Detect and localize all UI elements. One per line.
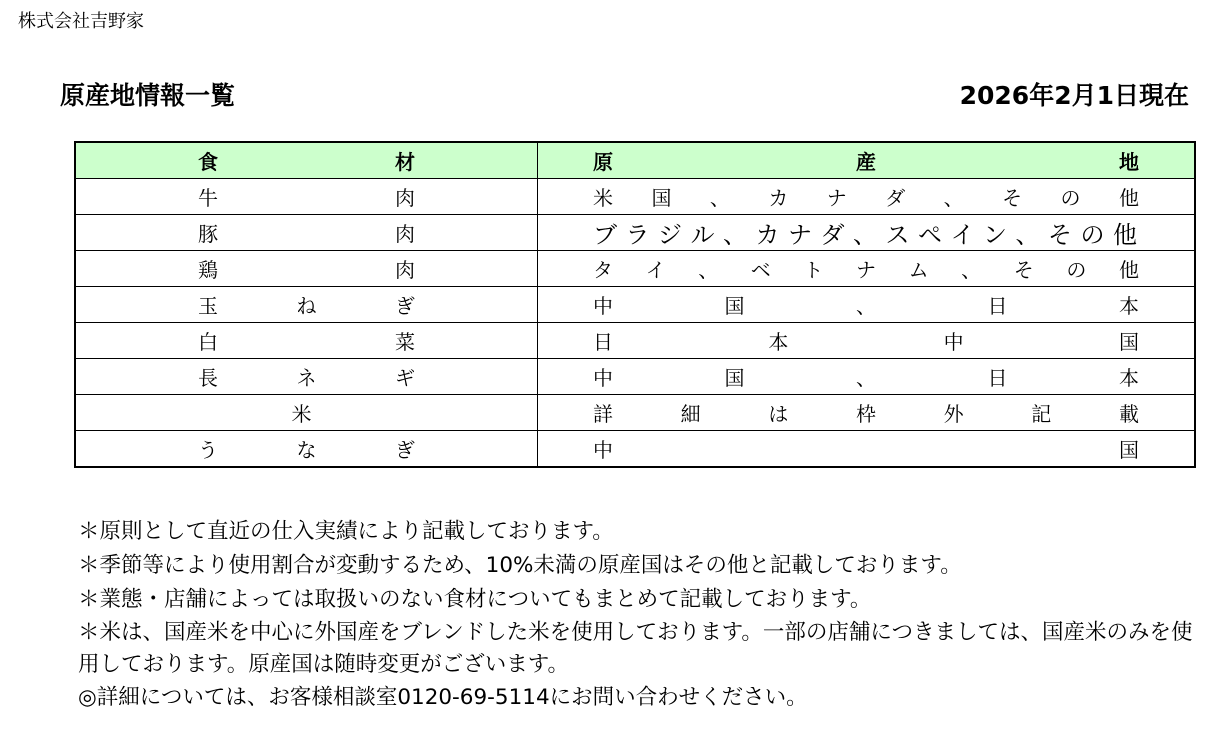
table-row [75, 215, 1195, 251]
origin-char: 枠 [855, 402, 876, 426]
ingredient-cell [75, 251, 538, 287]
ingredient-cell [75, 431, 538, 468]
origin-char: の [1060, 186, 1081, 210]
origin-char: の [1080, 221, 1107, 249]
origin-char: 日 [987, 366, 1008, 390]
ingredient-char: ネ [296, 366, 317, 390]
origin-char: は [768, 402, 789, 426]
note-2: ＊季節等により使用割合が変動するため、10%未満の原産国はその他と記載しております。 [78, 553, 962, 578]
as-of-date: 2026年2月1日現在 [959, 81, 1189, 110]
origin-char: 他 [1118, 258, 1139, 282]
ingredient-char: 肉 [395, 186, 415, 210]
header-ingredient-char: 材 [395, 150, 415, 174]
origin-char: ル [690, 221, 717, 249]
origin-cell [538, 179, 1196, 215]
origin-char: の [1066, 258, 1087, 282]
origin-char: ダ [885, 186, 906, 210]
origin-char: 、 [853, 221, 879, 249]
origin-char: ナ [826, 186, 847, 210]
origin-char: 本 [1119, 366, 1139, 390]
table-row [75, 431, 1195, 468]
origin-char: カ [768, 186, 789, 210]
table-row [75, 359, 1195, 395]
ingredient-char: 玉 [198, 294, 218, 318]
origin-char: 日 [593, 330, 613, 354]
origin-char: 、 [856, 366, 876, 390]
origin-char: 米 [593, 186, 613, 210]
ingredient-cell [75, 323, 538, 359]
origin-char: 、 [856, 294, 876, 318]
notes [78, 515, 1198, 715]
ingredient-char: 牛 [198, 186, 218, 210]
note-1: ＊原則として直近の仕入実績により記載しております。 [78, 519, 614, 544]
ingredient-char: ね [296, 294, 317, 318]
page-title: 原産地情報一覧 [60, 81, 236, 110]
origin-char: 国 [1118, 330, 1139, 354]
origin-char: ラ [625, 221, 652, 249]
note-4: ＊米は、国産米を中心に外国産をブレンドした米を使用しております。一部の店舗につきましては、国産米のみを使用しております。原産国は随時変更がございます。 [78, 620, 1193, 677]
origin-char: ナ [855, 258, 876, 282]
origin-table [74, 141, 1196, 468]
origin-char: イ [645, 258, 666, 282]
origin-cell [538, 359, 1196, 395]
header-origin [538, 142, 1196, 179]
origin-char: そ [1002, 186, 1023, 210]
origin-char: ス [885, 221, 912, 249]
origin-char: 本 [768, 330, 789, 354]
origin-cell [538, 323, 1196, 359]
ingredient-cell [75, 179, 538, 215]
table-row [75, 395, 1195, 431]
origin-char: ペ [918, 221, 944, 249]
origin-char: 外 [943, 402, 964, 426]
origin-cell [538, 395, 1196, 431]
origin-char: ベ [750, 258, 771, 282]
table-row [75, 323, 1195, 359]
origin-char: 国 [724, 294, 745, 318]
note-3: ＊業態・店舗によっては取扱いのない食材についてもまとめて記載しております。 [78, 587, 872, 612]
origin-char: ナ [788, 221, 814, 249]
origin-char: ト [803, 258, 824, 282]
origin-char: 中 [593, 294, 613, 318]
origin-char: そ [1048, 221, 1074, 249]
ingredient-cell [75, 359, 538, 395]
table-row [75, 287, 1195, 323]
ingredient-char: ぎ [395, 294, 415, 318]
ingredient-char: 白 [198, 330, 218, 354]
origin-char: 国 [651, 186, 672, 210]
table-header-row [75, 142, 1195, 179]
origin-char: 他 [1113, 221, 1139, 249]
header-ingredient-char: 食 [198, 150, 218, 174]
ingredient-char: ギ [395, 366, 415, 390]
origin-char: ブ [593, 221, 619, 249]
origin-char: 細 [680, 402, 701, 426]
origin-char: タ [593, 258, 613, 282]
ingredient-char: な [296, 438, 317, 462]
origin-char: 中 [593, 366, 613, 390]
ingredient-cell [75, 215, 538, 251]
origin-char: 、 [961, 258, 982, 282]
origin-char: 、 [943, 186, 964, 210]
ingredient-char: 豚 [198, 222, 218, 246]
origin-char: 詳 [593, 402, 613, 426]
header-origin-char: 原 [593, 150, 613, 174]
origin-char: ン [983, 221, 1009, 249]
ingredient-char: 鶏 [198, 258, 218, 282]
ingredient-char: 菜 [395, 330, 415, 354]
origin-char: 国 [1119, 438, 1139, 462]
origin-cell [538, 215, 1196, 251]
origin-char: 日 [987, 294, 1008, 318]
origin-char: そ [1013, 258, 1034, 282]
origin-char: 載 [1118, 402, 1139, 426]
origin-char: 、 [1015, 221, 1042, 249]
header-ingredient [75, 142, 538, 179]
ingredient-char: ぎ [395, 438, 415, 462]
note-5: ◎詳細については、お客様相談室0120-69-5114にお問い合わせください。 [78, 685, 808, 710]
origin-char: 、 [723, 221, 749, 249]
origin-cell [538, 287, 1196, 323]
ingredient-char: 肉 [395, 222, 415, 246]
origin-char: ム [908, 258, 929, 282]
origin-cell [538, 251, 1196, 287]
ingredient-char: 肉 [395, 258, 415, 282]
origin-char: カ [755, 221, 782, 249]
ingredient-char: 米 [291, 402, 312, 426]
origin-char: 他 [1118, 186, 1139, 210]
origin-char: ダ [820, 221, 847, 249]
ingredient-char: う [198, 438, 218, 462]
origin-char: ジ [658, 221, 684, 249]
origin-char: イ [950, 221, 977, 249]
origin-char: 中 [593, 438, 613, 462]
origin-char: 、 [709, 186, 730, 210]
company-name: 株式会社吉野家 [18, 11, 144, 32]
origin-char: 、 [698, 258, 719, 282]
origin-char: 記 [1031, 402, 1052, 426]
ingredient-char: 長 [198, 366, 218, 390]
origin-char: 国 [724, 366, 745, 390]
table-row [75, 251, 1195, 287]
origin-char: 本 [1119, 294, 1139, 318]
header-origin-char: 地 [1119, 150, 1139, 174]
ingredient-cell [75, 395, 538, 431]
origin-cell [538, 431, 1196, 468]
ingredient-cell [75, 287, 538, 323]
header-origin-char: 産 [856, 150, 876, 174]
table-row [75, 179, 1195, 215]
origin-char: 中 [943, 330, 964, 354]
